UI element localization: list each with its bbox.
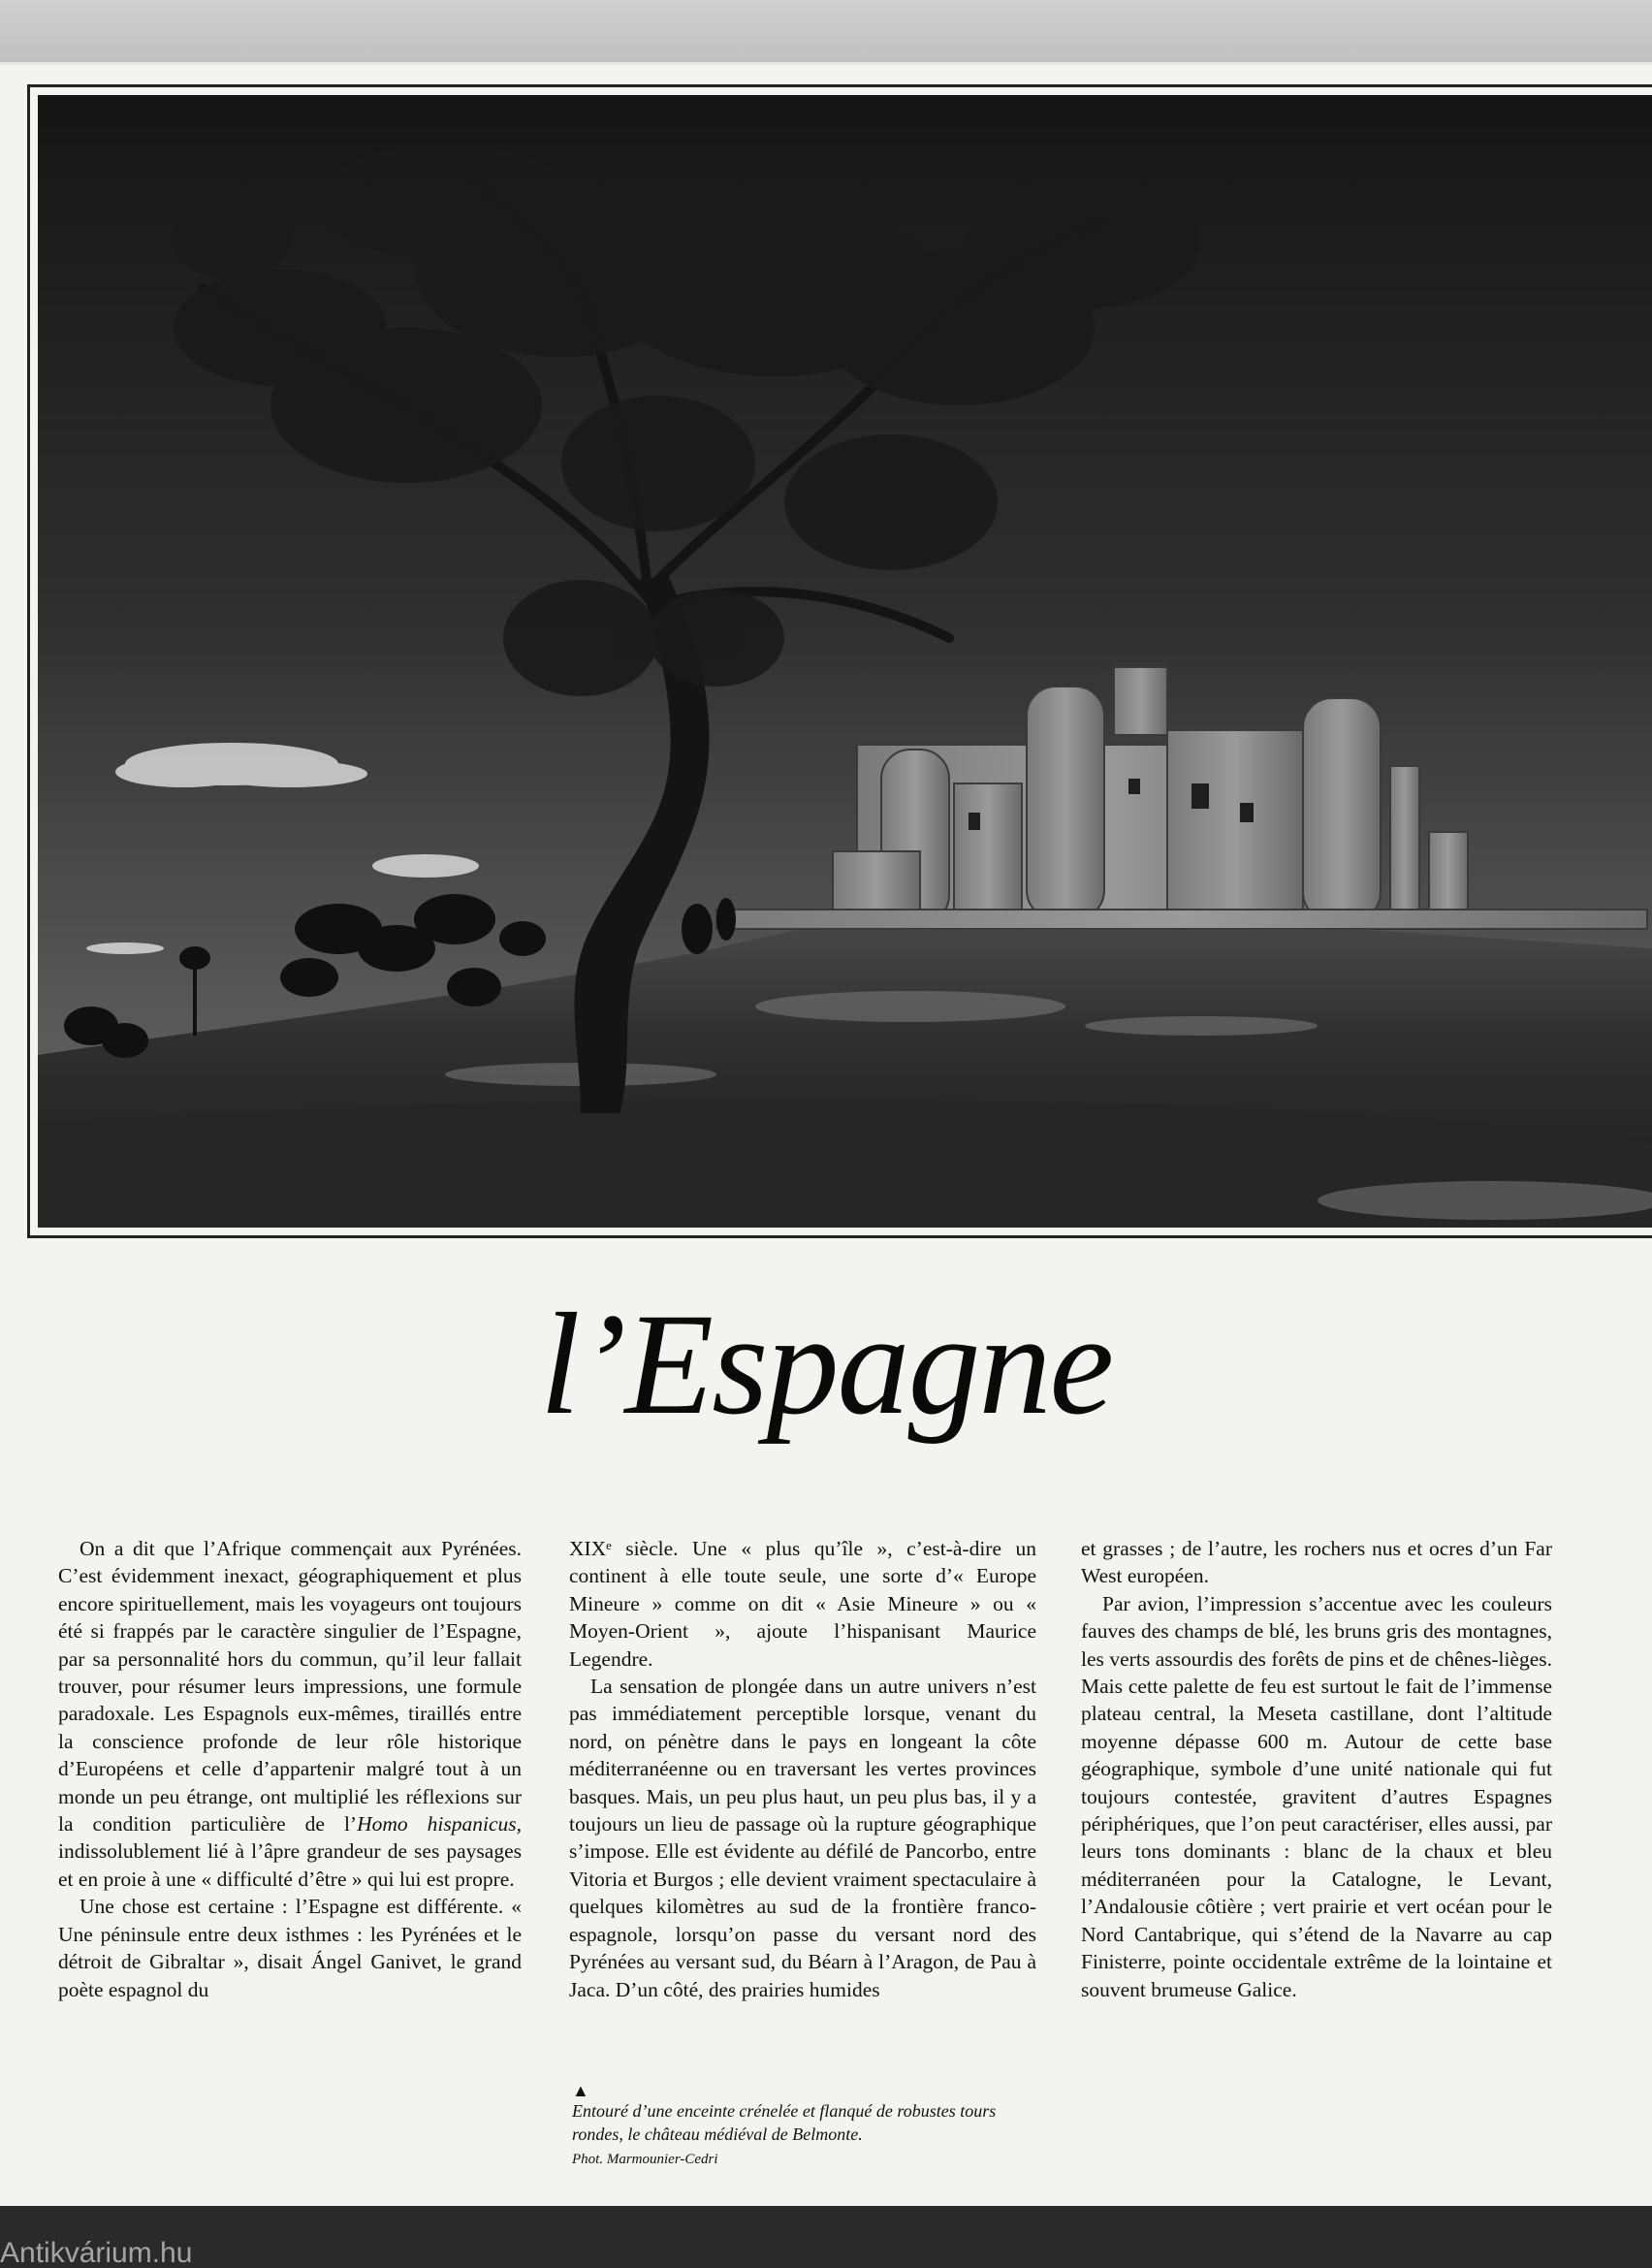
text-column-1	[58, 1535, 522, 2003]
magazine-page	[0, 62, 1652, 2268]
paragraph	[58, 1535, 522, 1893]
text-column-2	[569, 1535, 1036, 2003]
paragraph: La sensation de plongée dans un autre univers n’est pas immédiatement perceptible lorsque, venant du nord, on pénètre dans le pays en longeant la côte méditerranéenne ou en traversant les vertes provinces basques. Mais, un peu plus haut, un peu plus bas, il y a toujours un lieu de passage où la rupture géographique s’impose. Elle est évidente au défilé de Pancorbo, entre Vitoria et Burgos ; elle devient vraiment spectaculaire à quelques kilomètres au sud de la frontière franco-espagnole, lorsqu’on passe du versant nord des Pyrénées au versant sud, du Béarn à l’Aragon, de Pau à Jaca. D’un côté, des prairies humides	[569, 1675, 1036, 2001]
photo-caption	[572, 2082, 1047, 2171]
paragraph: et grasses ; de l’autre, les rochers nus et ocres d’un Far West européen.	[1081, 1537, 1552, 1588]
paragraph: Par avion, l’impression s’accentue avec les couleurs fauves des champs de blé, les bruns gris des montagnes, les verts assourdis des forêts de pins et de chênes-lièges. Mais cette palette de feu est surtout le fait de l’immense plateau central, la Meseta castillane, dont l’altitude moyenne dépasse 600 m. Autour de cette base géographique, symbole d’une unité nationale qui fut toujours contestée, gravitent d’autres Espagnes périphériques, que l’on peut caractériser, elles aussi, par leurs tons dominants : blanc de la chaux et bleu méditerranéen pour la Catalogne, le Levant, l’Andalousie côtière ; vert prairie et vert océan pour le Nord Cantabrique, qui s’étend de la Navarre au cap Finisterre, pointe occidentale extrême de la lointaine et souvent brumeuse Galice.	[1081, 1591, 1552, 2001]
photo-credit: Phot. Marmounier-Cedri	[572, 2152, 718, 2167]
triangle-marker-icon: ▲	[572, 2081, 589, 2100]
headline: l’Espagne	[539, 1284, 1113, 1445]
paragraph-text: indissolublement lié à l’âpre grandeur de ses paysages et en proie à une « difficulté d’être » qui lui est propre.	[58, 1839, 522, 1891]
castle-photo	[38, 95, 1652, 1228]
caption-text: Entouré d’une enceinte crénelée et flanqué de robustes tours rondes, le château médiéval de Belmonte.	[572, 2101, 997, 2144]
castle-photo-illustration	[38, 95, 1652, 1228]
italic-term: Homo hispanicus,	[357, 1812, 522, 1837]
paragraph: Une chose est certaine : l’Espagne est différente. « Une péninsule entre deux isthmes : les Pyrénées et le détroit de Gibraltar », disait Ángel Ganivet, le grand poète espagnol du	[58, 1895, 522, 2001]
photo-frame	[27, 84, 1652, 1238]
text-column-3	[1081, 1535, 1552, 2003]
paragraph-text: On a dit que l’Afrique commençait aux Pyrénées. C’est évidemment inexact, géographiquement et plus encore spirituellement, mais les voyageurs ont toujours été si frappés par le caractère singulier de l’Espagne, par sa personnalité hors du commun, qu’il leur fallait trouver, pour résumer leurs impressions, une formule paradoxale. Les Espagnols eux-mêmes, tiraillés entre la conscience profonde de leur rôle historique d’Européens et celle d’appartenir malgré tout à un monde un peu étrange, ont multiplié les réflexions sur la condition particulière de l’	[58, 1537, 522, 1837]
watermark: Antikvárium.hu	[0, 2237, 193, 2268]
paragraph: XIXᵉ siècle. Une « plus qu’île », c’est-à-dire un continent à elle toute seule, une sorte d’« Europe Mineure » comme on dit « Asie Mineure » ou « Moyen-Orient », ajoute l’hispanisant Maurice Legendre.	[569, 1537, 1036, 1671]
